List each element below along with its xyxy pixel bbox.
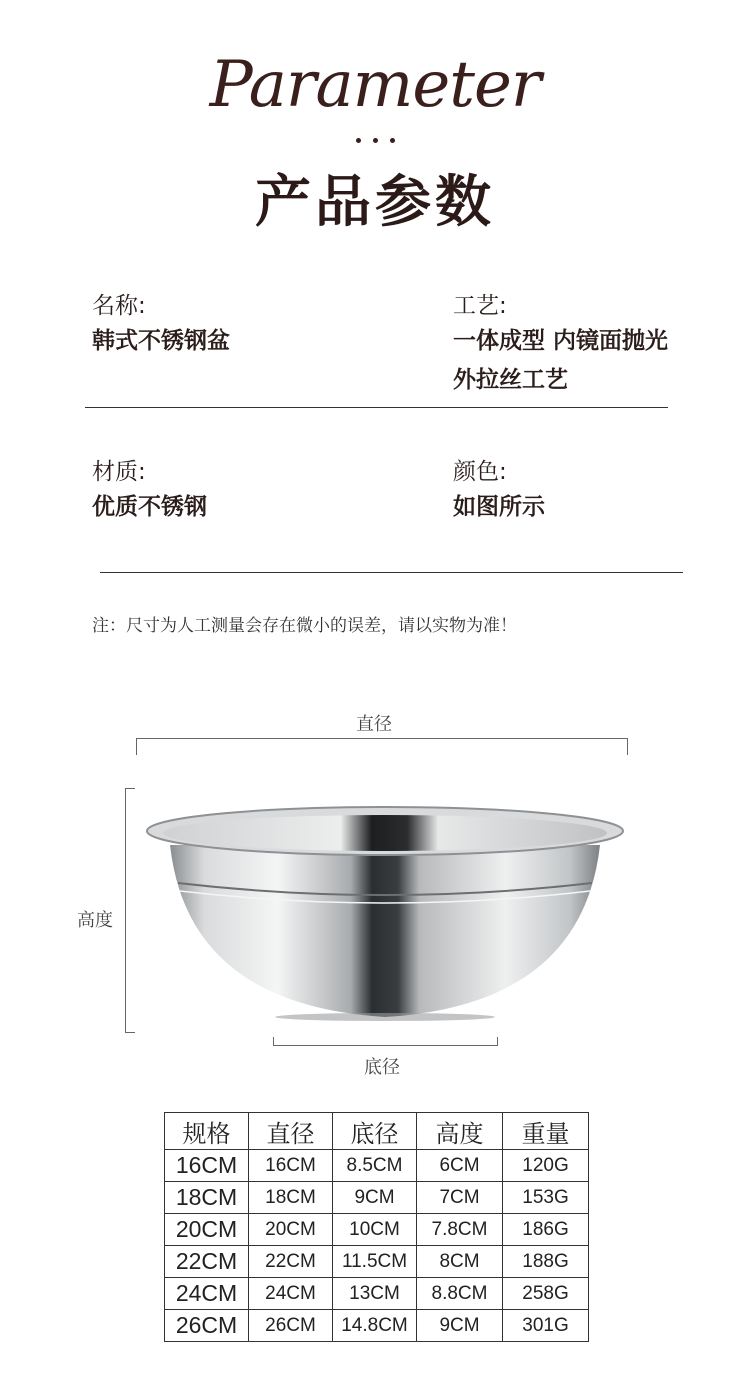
divider: [85, 407, 668, 408]
table-cell: 20CM: [165, 1214, 249, 1246]
table-row: [165, 1182, 589, 1214]
table-cell: 186G: [503, 1214, 589, 1246]
table-cell: 24CM: [165, 1278, 249, 1310]
table-row: [165, 1310, 589, 1342]
table-cell: 14.8CM: [333, 1310, 417, 1342]
table-cell: 9CM: [333, 1182, 417, 1214]
table-row: [165, 1214, 589, 1246]
table-row: [165, 1246, 589, 1278]
diameter-label: 直径: [356, 714, 392, 735]
table-cell: 24CM: [249, 1278, 333, 1310]
stainless-bowl-image: [140, 795, 630, 1035]
header-cell: 规格: [165, 1113, 249, 1150]
spec-table: [164, 1112, 589, 1342]
table-cell: 8.8CM: [417, 1278, 503, 1310]
table-cell: 18CM: [249, 1182, 333, 1214]
script-title: Parameter: [209, 48, 541, 122]
height-label: 高度: [77, 910, 113, 931]
base-tick-right: [497, 1037, 498, 1046]
table-row: [165, 1278, 589, 1310]
table-cell: 9CM: [417, 1310, 503, 1342]
table-cell: 153G: [503, 1182, 589, 1214]
table-row: [165, 1150, 589, 1182]
table-cell: 26CM: [249, 1310, 333, 1342]
height-tick-top: [125, 788, 135, 789]
table-cell: 120G: [503, 1150, 589, 1182]
table-cell: 301G: [503, 1310, 589, 1342]
diameter-line: [136, 738, 628, 739]
name-value: 韩式不锈钢盆: [92, 328, 230, 354]
table-cell: 26CM: [165, 1310, 249, 1342]
base-tick-left: [273, 1037, 274, 1046]
table-cell: 16CM: [165, 1150, 249, 1182]
table-cell: 10CM: [333, 1214, 417, 1246]
table-cell: 22CM: [165, 1246, 249, 1278]
table-cell: 8.5CM: [333, 1150, 417, 1182]
height-line: [125, 788, 126, 1033]
table-cell: 18CM: [165, 1182, 249, 1214]
name-label: 名称:: [92, 293, 146, 319]
measurement-note: 注：尺寸为人工测量会存在微小的误差，请以实物为准！: [92, 616, 517, 636]
table-cell: 7.8CM: [417, 1214, 503, 1246]
diameter-tick-right: [627, 738, 628, 755]
table-cell: 22CM: [249, 1246, 333, 1278]
diameter-tick-left: [136, 738, 137, 755]
color-value: 如图所示: [453, 494, 545, 520]
header-cell: 重量: [503, 1113, 589, 1150]
height-tick-bottom: [125, 1032, 135, 1033]
craft-value-line2: 外拉丝工艺: [453, 367, 568, 393]
material-label: 材质:: [92, 459, 146, 485]
craft-label: 工艺:: [453, 293, 507, 319]
header-cell: 高度: [417, 1113, 503, 1150]
header-cell: 直径: [249, 1113, 333, 1150]
table-cell: 7CM: [417, 1182, 503, 1214]
table-cell: 8CM: [417, 1246, 503, 1278]
table-header-row: [165, 1113, 589, 1150]
table-cell: 20CM: [249, 1214, 333, 1246]
color-label: 颜色:: [453, 459, 507, 485]
decorative-dots: [0, 128, 750, 147]
table-cell: 16CM: [249, 1150, 333, 1182]
craft-value-line1: 一体成型 内镜面抛光: [453, 328, 669, 354]
base-label: 底径: [364, 1057, 400, 1078]
page-title: 产品参数: [255, 170, 495, 235]
table-cell: 258G: [503, 1278, 589, 1310]
divider: [100, 572, 683, 573]
material-value: 优质不锈钢: [92, 494, 207, 520]
table-cell: 6CM: [417, 1150, 503, 1182]
table-cell: 11.5CM: [333, 1246, 417, 1278]
base-line: [273, 1045, 498, 1046]
table-cell: 188G: [503, 1246, 589, 1278]
table-cell: 13CM: [333, 1278, 417, 1310]
header-cell: 底径: [333, 1113, 417, 1150]
